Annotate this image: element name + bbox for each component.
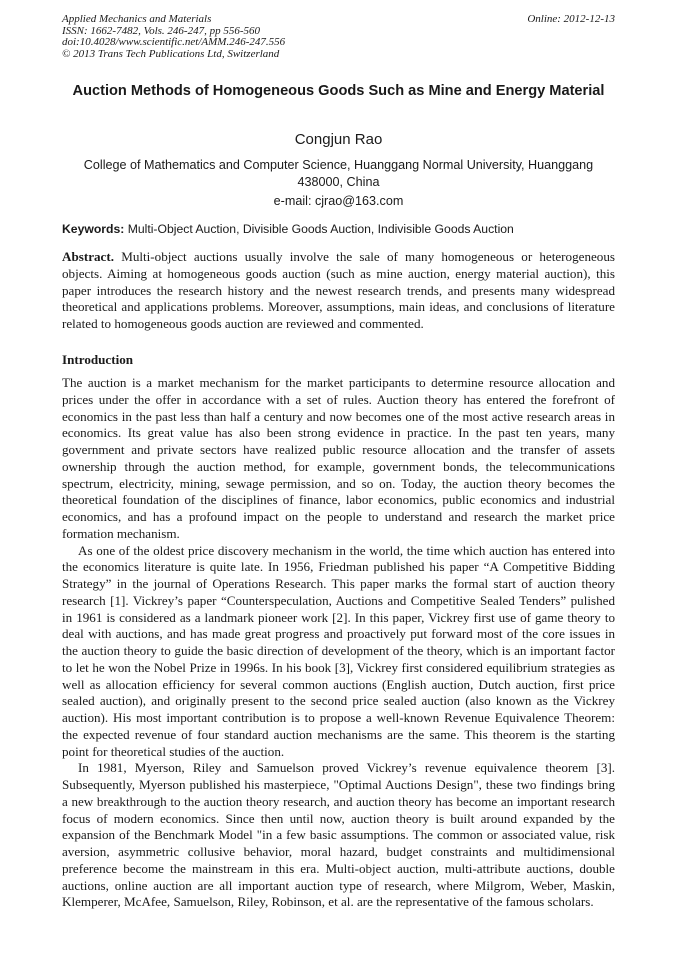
online-date: Online: 2012-12-13 [527, 13, 615, 25]
body-paragraph: As one of the oldest price discovery mechanism in the world, the time which auction has entered into the economics literature is quite late. In 1956, Friedman published his paper “A Competitive Bidding Strategy” in the journal of Operations Research. This paper marks the formal start of auction theory research [1]. Vickrey’s paper “Counterspeculation, Auctions and Competitive Sealed Tenders” pulished in 1961 is considered as a landmark pioneer work [2]. In this paper, Vickrey first use of game theory to deal with auctions, and has made great progress and proactively put forward most of the core issues in the auction theory to guide the basic direction of development of the theory, which is an important factor to let he won the Nobel Prize in 1996s. In his book [3], Vickrey first considered equilibrium strategies as well as allocation efficiency for several common auctions (English auction, Dutch auction, first price sealed auction), and originally present to the second price sealed auction (also known as the Vickrey auction). His most important contribution is to propose a well-known Revenue Equivalence Theorem: the expected revenue of four standard auction mechanisms are the same. This theorem is the starting point for theoretical studies of the auction. [62, 542, 615, 759]
abstract [62, 249, 615, 333]
body-paragraph: In 1981, Myerson, Riley and Samuelson proved Vickrey’s revenue equivalence theorem [3]. Subsequently, Myerson published his masterpiece, "Optimal Auctions Design", these two findings bring a new breakthrough to the auction theory research, and auction theory has become an important research focus of modern economics. Since then until now, auction theory is built around expanded by the expansion of the Benchmark Model "in a few basic assumptions. The common or associated value, risk aversion, asymmetric collusive behavior, moral hazard, budget constraints and multidimensional preference become the mainstream in this era. Multi-object auction, multi-attribute auctions, double auctions, online auction are all important auction type of research, where Milgrom, Weber, Maskin, Klemperer, McAfee, Samuelson, Riley, Robinson, et al. are the representative of the famous scholars. [62, 760, 615, 910]
journal-name: Applied Mechanics and Materials [62, 13, 212, 25]
keywords-label: Keywords: [62, 222, 125, 236]
keywords [62, 221, 615, 237]
author-email: e-mail: cjrao@163.com [273, 194, 404, 208]
author-name: Congjun Rao [294, 131, 383, 148]
paper-title: Auction Methods of Homogeneous Goods Such as Mine and Energy Material [72, 83, 605, 99]
journal-header [62, 14, 615, 60]
keywords-text: Multi-Object Auction, Divisible Goods Auction, Indivisible Goods Auction [124, 222, 514, 236]
section-heading-introduction: Introduction [62, 352, 134, 367]
author-affiliation: College of Mathematics and Computer Science, Huanggang Normal University, Huanggang 438000, China [83, 158, 594, 189]
body-paragraph: The auction is a market mechanism for the market participants to determine resource allocation and prices under the offer in accordance with a set of rules. Auction theory has entered the forefront of economics in the past less than half a century and now becomes one of the most active research areas in economics. Its great value has also been strong evidence in practice. In the past ten years, many government and private sectors have realized public resource allocation and the transfer of assets ownership through the auction method, for example, government bonds, the telecommunications spectrum, electricity, mining, sewage permission, and so on. Today, the auction theory becomes the theoretical foundation of the disciplines of finance, labor economics, public economics and industrial economics, and has a profound impact on the people to understand and research the market price formation mechanism. [62, 375, 615, 541]
abstract-text: Multi-object auctions usually involve the sale of many homogeneous or heterogeneous objects. Aiming at homogeneous goods auction (such as mine auction, energy material auction), this paper introduces the research history and the newest research trends, and presents many widespread theoretical and applications problems. Moreover, assumptions, main ideas, and conclusions of literature related to homogeneous goods auction are reviewed and commented. [62, 249, 615, 331]
introduction-body [62, 375, 615, 911]
issn-line: ISSN: 1662-7482, Vols. 246-247, pp 556-560 [62, 24, 260, 37]
abstract-label: Abstract. [62, 249, 114, 264]
doi-line: doi:10.4028/www.scientific.net/AMM.246-247.556 [62, 36, 286, 48]
copyright-line: © 2013 Trans Tech Publications Ltd, Switzerland [62, 47, 280, 60]
